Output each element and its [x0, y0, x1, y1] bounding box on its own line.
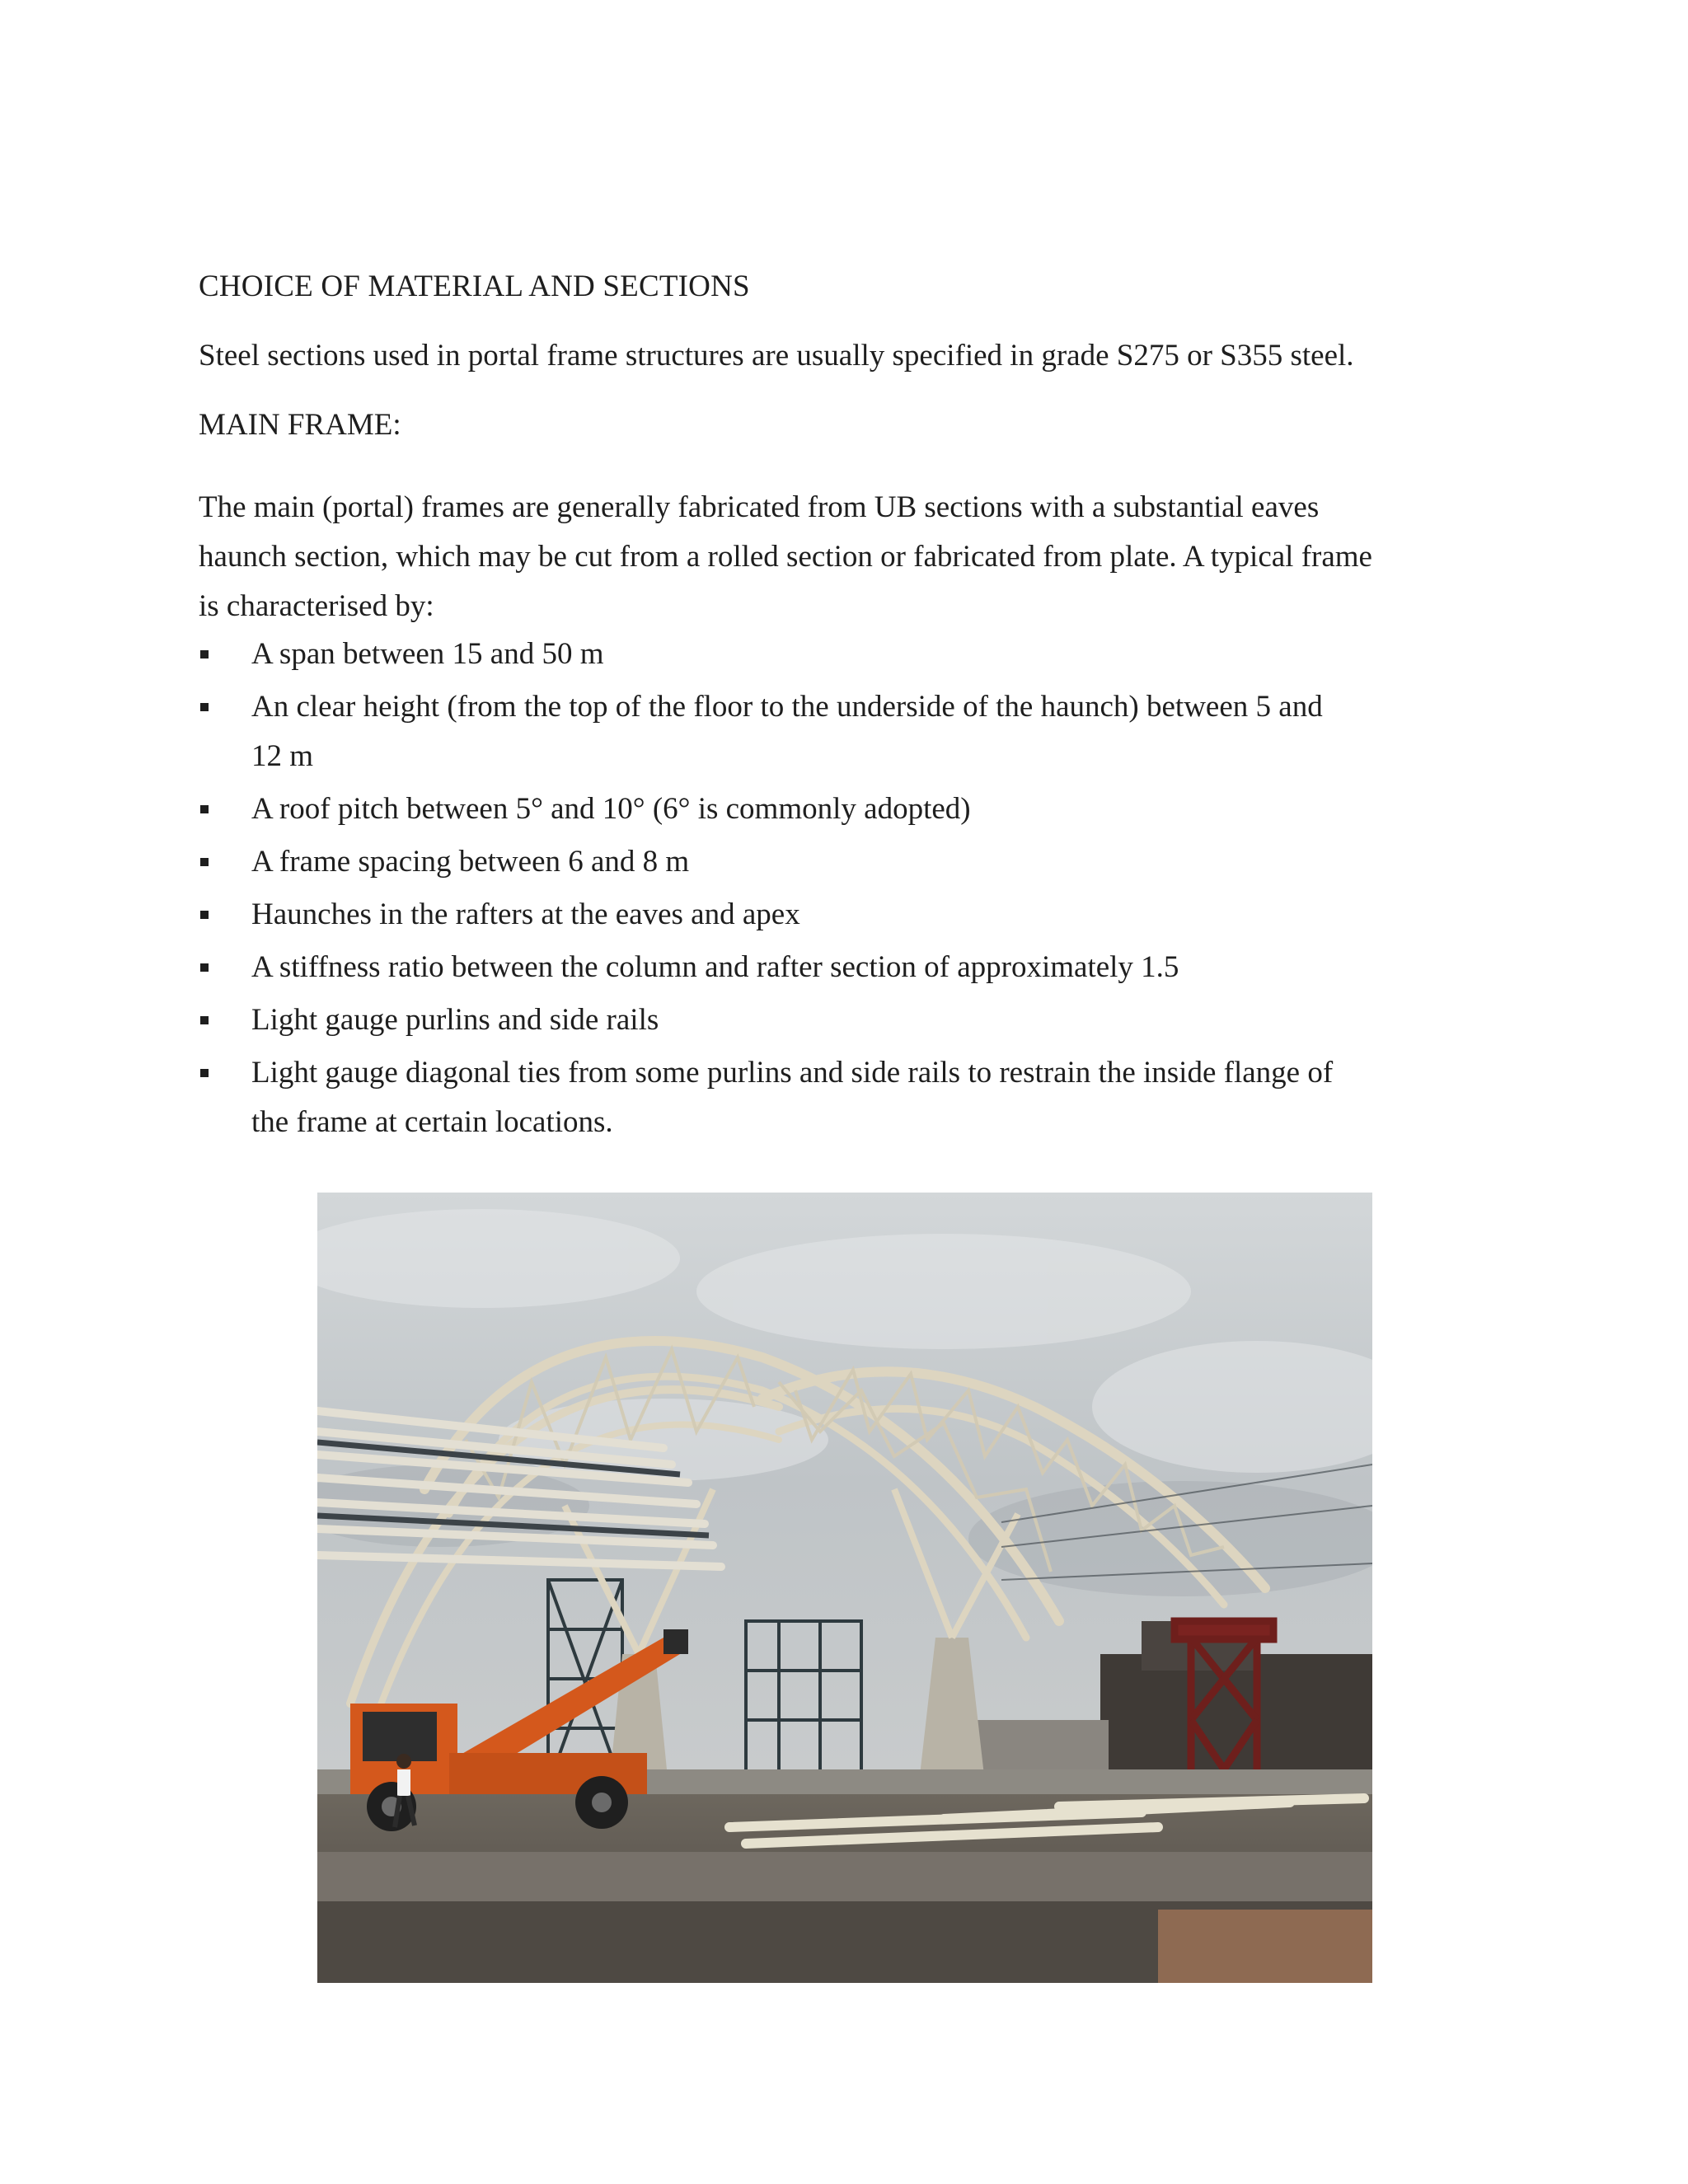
intro-sentence: Steel sections used in portal frame structures are usually specified in grade S275 or S355 steel. [199, 339, 1354, 373]
section-heading: CHOICE OF MATERIAL AND SECTIONS [199, 269, 750, 303]
list-item [199, 943, 1501, 992]
list-item-text: Haunches in the rafters at the eaves and apex [251, 898, 800, 931]
list-item-text: the frame at certain locations. [251, 1105, 613, 1139]
list-item-text: A stiffness ratio between the column and rafter section of approximately 1.5 [251, 950, 1179, 984]
square-bullet-icon [200, 858, 209, 866]
list-item-text: A frame spacing between 6 and 8 m [251, 845, 690, 879]
list-item-text: An clear height (from the top of the floor to the underside of the haunch) between 5 and [251, 690, 1323, 724]
subsection-heading: MAIN FRAME: [199, 408, 401, 442]
arch-truss-construction-photo [317, 1193, 1372, 1983]
paragraph-line: haunch section, which may be cut from a rolled section or fabricated from plate. A typical frame [199, 540, 1372, 574]
list-item-text: Light gauge diagonal ties from some purlins and side rails to restrain the inside flange of [251, 1056, 1334, 1090]
square-bullet-icon [200, 911, 209, 919]
frame-characteristics-list [199, 630, 1501, 1151]
list-item [199, 682, 1501, 781]
square-bullet-icon [200, 805, 209, 813]
square-bullet-icon [200, 703, 209, 711]
paragraph-line: is characterised by: [199, 589, 434, 623]
list-item [199, 1048, 1501, 1147]
list-item [199, 837, 1501, 887]
square-bullet-icon [200, 1016, 209, 1024]
list-item-text: 12 m [251, 739, 314, 773]
list-item [199, 630, 1501, 679]
square-bullet-icon [200, 1069, 209, 1077]
square-bullet-icon [200, 963, 209, 972]
list-item-text: A roof pitch between 5° and 10° (6° is commonly adopted) [251, 792, 971, 826]
list-item-text: Light gauge purlins and side rails [251, 1003, 659, 1037]
list-item-text: A span between 15 and 50 m [251, 637, 604, 671]
list-item [199, 996, 1501, 1045]
list-item [199, 890, 1501, 940]
paragraph-line: The main (portal) frames are generally fabricated from UB sections with a substantial eaves [199, 490, 1320, 524]
list-item [199, 785, 1501, 834]
main-frame-paragraph [199, 483, 1501, 631]
square-bullet-icon [200, 650, 209, 658]
